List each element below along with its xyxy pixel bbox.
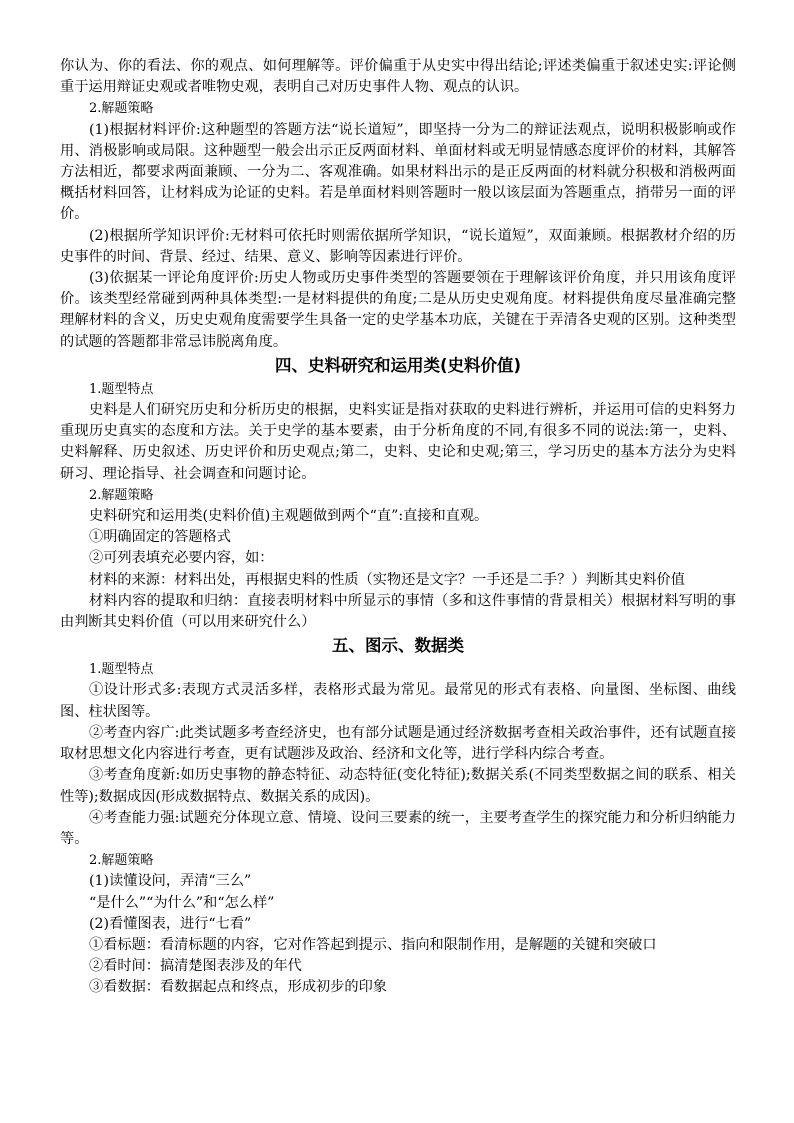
list-item: ③看数据：看数据起点和终点，形成初步的印象: [89, 979, 387, 996]
paragraph: 史料是人们研究历史和分析历史的根据，史料实证是指对获取的史料进行辨析，并运用可信的史料努力重现历史真实的态度和方法。关于史学的基本要素，由于分析角度的不同,有很多不同的说法:第一，史料、史料解释、历史叙述、历史评价和历史观点;第二，史料、史论和史观;第三，学习历史的基本方法分为史料研习、理论指导、社会调查和问题讨论。: [60, 402, 736, 482]
paragraph: 史料研究和运用类(史料价值)主观题做到两个“直”:直接和直观。: [89, 508, 489, 525]
document-page: [60, 56, 736, 999]
feature-label: 1.题型特点: [89, 381, 154, 397]
paragraph: 材料内容的提取和归纳：直接表明材料中所显示的事情（多和这件事情的背景相关）根据材料写明的事由判断其史料价值（可以用来研究什么）: [60, 592, 736, 631]
strategy-label: 2.解题策略: [89, 853, 154, 869]
list-item: ②可列表填充必要内容，如：: [89, 550, 274, 567]
list-item: (2)看懂图表，进行“七看”: [89, 915, 252, 932]
list-item: ②看时间：搞清楚图表涉及的年代: [89, 958, 302, 975]
section-heading: 五、图示、数据类: [332, 636, 464, 656]
feature-label: 1.题型特点: [89, 662, 154, 678]
list-item: (1)读懂设问，弄清“三么”: [89, 873, 252, 890]
paragraph: (1)根据材料评价:这种题型的答题方法“说长道短”，即坚持一分为二的辩证法观点，说明积极影响或作用、消极影响或局限。这种题型一般会出示正反两面材料、单面材料或无明显情感态度评价的材料，其解答方法相近，都要求两面兼顾、一分为二、客观准确。如果材料出示的是正反两面的材料就分积极和消极两面概括材料回答，让材料成为论证的史料。若是单面材料则答题时一般以该层面为答题重点，捎带另一面的评价。: [60, 121, 736, 223]
list-item: ①设计形式多:表现方式灵活多样，表格形式最为常见。最常见的形式有表格、向量图、坐标图、曲线图、柱状图等。: [60, 682, 736, 720]
list-item: ①看标题：看清标题的内容，它对作答起到提示、指向和限制作用，是解题的关键和突破口: [89, 936, 657, 953]
paragraph: 材料的来源：材料出处，再根据史料的性质（实物还是文字？一手还是二手？）判断其史料价值: [89, 571, 685, 588]
list-item: ③考查角度新:如历史事物的静态特征、动态特征(变化特征);数据关系(不同类型数据之间的联系、相关性等);数据成因(形成数据特点、数据关系的成因)。: [60, 767, 736, 805]
paragraph: 你认为、你的看法、你的观点、如何理解等。评价偏重于从史实中得出结论;评述类偏重于叙述史实:评论侧重于运用辩证史观或者唯物史观，表明自己对历史事件人物、观点的认识。: [60, 58, 736, 96]
list-item: “是什么”“为什么”和“怎么样”: [89, 894, 275, 911]
paragraph: (2)根据所学知识评价:无材料可依托时则需依据所学知识，“说长道短”，双面兼顾。根据教材介绍的历史事件的时间、背景、经过、结果、意义、影响等因素进行评价。: [60, 227, 736, 265]
section-heading: 四、史料研究和运用类(史料价值): [274, 355, 522, 375]
strategy-label: 2.解题策略: [89, 101, 154, 117]
strategy-label: 2.解题策略: [89, 487, 154, 503]
list-item: ①明确固定的答题格式: [89, 529, 231, 546]
list-item: ④考查能力强:试题充分体现立意、情境、设问三要素的统一，主要考查学生的探究能力和分析归纳能力等。: [60, 809, 736, 847]
list-item: ②考查内容广:此类试题多考查经济史，也有部分试题是通过经济数据考查相关政治事件，还有试题直接取材思想文化内容进行考查，更有试题涉及政治、经济和文化等，进行学科内综合考查。: [60, 724, 736, 763]
paragraph: (3)依据某一评论角度评价:历史人物或历史事件类型的答题要领在于理解该评价角度，并只用该角度评价。该类型经常碰到两种具体类型:一是材料提供的角度;二是从历史史观角度。材料提供角度尽量准确完整理解材料的含义，历史史观角度需要学生具备一定的史学基本功底，关键在于弄清各史观的区别。这种类型的试题的答题都非常忌讳脱离角度。: [60, 270, 736, 350]
